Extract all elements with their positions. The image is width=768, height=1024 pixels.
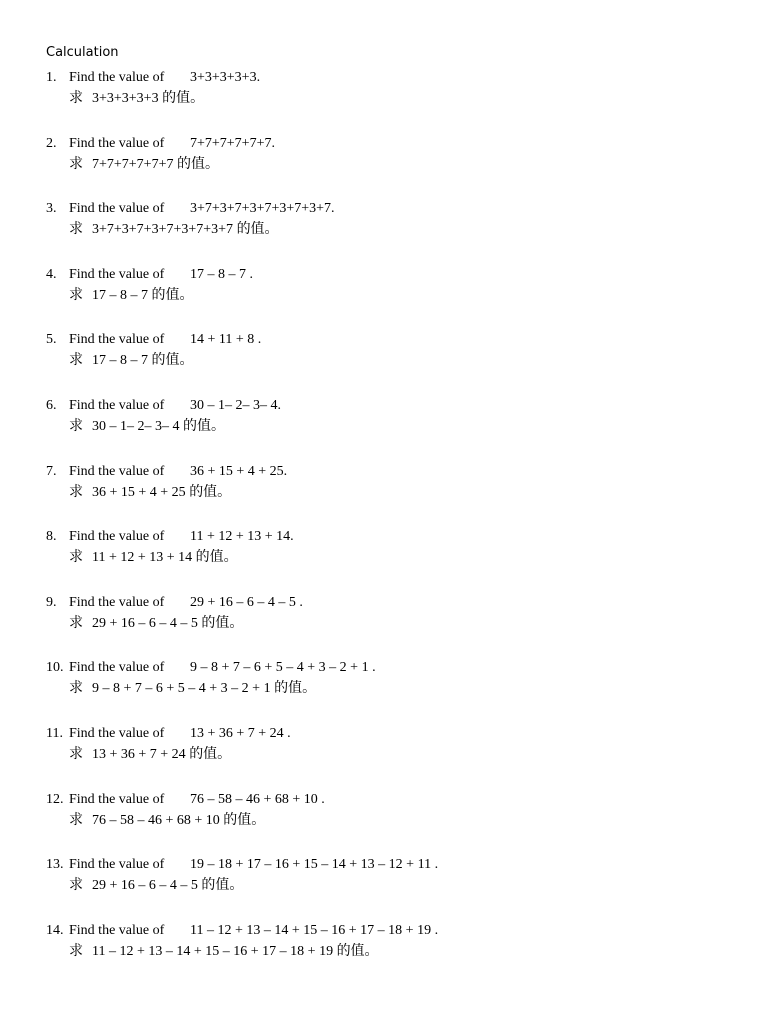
problem-number: 14. — [46, 922, 64, 938]
problem-chinese-suffix: 的值。 — [151, 353, 194, 369]
problem-number: 7. — [46, 463, 57, 479]
problem-expression: 14 + 11 + 8 . — [190, 332, 262, 348]
problem-number: 9. — [46, 594, 57, 610]
problem-chinese-prompt: 求 — [69, 943, 83, 959]
problem-english-line — [46, 198, 438, 219]
problem-chinese-prompt: 求 — [69, 615, 83, 631]
problem-chinese-prompt: 求 — [69, 222, 83, 238]
problem-chinese-line — [46, 744, 438, 765]
problem-chinese-line — [46, 613, 438, 634]
problem-item — [46, 657, 438, 723]
problem-chinese-suffix: 的值。 — [274, 681, 317, 697]
problem-item — [46, 395, 438, 461]
problem-number: 12. — [46, 791, 64, 807]
problem-expression: 11 – 12 + 13 – 14 + 15 – 16 + 17 – 18 + 19 . — [190, 922, 439, 938]
problem-chinese-line — [46, 482, 438, 503]
problem-chinese-suffix: 的值。 — [201, 615, 244, 631]
problem-expression: 7+7+7+7+7+7. — [190, 135, 275, 151]
problem-number: 5. — [46, 332, 57, 348]
problem-list — [46, 67, 438, 985]
problem-item — [46, 461, 438, 527]
problem-item — [46, 198, 438, 264]
problem-prompt: Find the value of — [69, 857, 165, 873]
problem-item — [46, 789, 438, 855]
problem-chinese-prompt: 求 — [69, 550, 83, 566]
problem-chinese-prompt: 求 — [69, 353, 83, 369]
problem-chinese-expression: 3+7+3+7+3+7+3+7+3+7 — [92, 222, 234, 238]
problem-chinese-suffix: 的值。 — [223, 812, 266, 828]
problem-chinese-prompt: 求 — [69, 681, 83, 697]
problem-chinese-line — [46, 678, 438, 699]
problem-expression: 3+7+3+7+3+7+3+7+3+7. — [190, 201, 335, 217]
problem-chinese-line — [46, 350, 438, 371]
problem-prompt: Find the value of — [69, 397, 165, 413]
problem-chinese-suffix: 的值。 — [236, 222, 279, 238]
problem-expression: 76 – 58 – 46 + 68 + 10 . — [190, 791, 325, 807]
problem-chinese-expression: 9 – 8 + 7 – 6 + 5 – 4 + 3 – 2 + 1 — [92, 681, 271, 697]
problem-chinese-suffix: 的值。 — [176, 156, 219, 172]
problem-chinese-suffix: 的值。 — [336, 943, 379, 959]
problem-number: 11. — [46, 725, 63, 741]
problem-chinese-expression: 29 + 16 – 6 – 4 – 5 — [92, 878, 198, 894]
problem-english-line — [46, 67, 438, 88]
problem-chinese-expression: 11 – 12 + 13 – 14 + 15 – 16 + 17 – 18 + 19 — [92, 943, 334, 959]
problem-chinese-prompt: 求 — [69, 418, 83, 434]
problem-item — [46, 133, 438, 199]
problem-chinese-prompt: 求 — [69, 746, 83, 762]
problem-item — [46, 264, 438, 330]
problem-chinese-prompt: 求 — [69, 91, 83, 106]
problem-english-line — [46, 461, 438, 482]
problem-chinese-line — [46, 941, 438, 962]
problem-chinese-prompt: 求 — [69, 156, 83, 172]
problem-english-line — [46, 789, 438, 810]
problem-expression: 36 + 15 + 4 + 25. — [190, 463, 288, 479]
problem-chinese-expression: 13 + 36 + 7 + 24 — [92, 746, 186, 762]
problem-prompt: Find the value of — [69, 922, 165, 938]
problem-english-line — [46, 329, 438, 350]
problem-expression: 17 – 8 – 7 . — [190, 266, 253, 282]
problem-prompt: Find the value of — [69, 463, 165, 479]
problem-chinese-line — [46, 285, 438, 306]
problem-chinese-line — [46, 547, 438, 568]
problem-item — [46, 526, 438, 592]
problem-chinese-expression: 36 + 15 + 4 + 25 — [92, 484, 186, 500]
problem-expression: 3+3+3+3+3. — [190, 70, 261, 85]
problem-chinese-suffix: 的值。 — [183, 418, 225, 434]
problem-prompt: Find the value of — [69, 660, 165, 676]
problem-english-line — [46, 395, 438, 416]
problem-chinese-expression: 3+3+3+3+3 — [92, 91, 159, 106]
problem-expression: 30 – 1– 2– 3– 4. — [190, 397, 281, 413]
problem-prompt: Find the value of — [69, 791, 165, 807]
problem-chinese-suffix: 的值。 — [189, 484, 232, 500]
problem-chinese-expression: 30 – 1– 2– 3– 4 — [92, 418, 180, 434]
problem-chinese-line — [46, 219, 438, 240]
problem-item — [46, 854, 438, 920]
problem-number: 3. — [46, 201, 57, 217]
problem-prompt: Find the value of — [69, 135, 165, 151]
problem-chinese-suffix: 的值。 — [201, 878, 244, 894]
problem-number: 10. — [46, 660, 64, 676]
problem-chinese-suffix: 的值。 — [162, 91, 205, 106]
problem-english-line — [46, 264, 438, 285]
problem-prompt: Find the value of — [69, 725, 165, 741]
problem-prompt: Find the value of — [69, 594, 165, 610]
problem-expression: 19 – 18 + 17 – 16 + 15 – 14 + 13 – 12 + 11 . — [190, 857, 439, 873]
problem-chinese-line — [46, 875, 438, 896]
problem-number: 6. — [46, 397, 57, 413]
problem-expression: 13 + 36 + 7 + 24 . — [190, 725, 291, 741]
problem-chinese-suffix: 的值。 — [195, 550, 238, 566]
problem-chinese-prompt: 求 — [69, 484, 83, 500]
problem-chinese-suffix: 的值。 — [151, 287, 194, 303]
problem-chinese-line — [46, 154, 438, 175]
problem-expression: 11 + 12 + 13 + 14. — [190, 529, 294, 545]
problem-number: 2. — [46, 135, 57, 151]
problem-chinese-prompt: 求 — [69, 287, 83, 303]
problem-chinese-expression: 29 + 16 – 6 – 4 – 5 — [92, 615, 198, 631]
problem-expression: 9 – 8 + 7 – 6 + 5 – 4 + 3 – 2 + 1 . — [190, 660, 376, 676]
problem-chinese-expression: 76 – 58 – 46 + 68 + 10 — [92, 812, 220, 828]
problem-english-line — [46, 133, 438, 154]
problem-chinese-line — [46, 810, 438, 831]
problem-prompt: Find the value of — [69, 529, 165, 545]
problem-chinese-line — [46, 88, 438, 109]
problem-chinese-expression: 17 – 8 – 7 — [92, 287, 148, 303]
page-heading: Calculation — [46, 45, 119, 60]
problem-english-line — [46, 920, 438, 941]
problem-chinese-expression: 11 + 12 + 13 + 14 — [92, 550, 193, 566]
problem-chinese-expression: 7+7+7+7+7+7 — [92, 156, 174, 172]
problem-english-line — [46, 854, 438, 875]
problem-english-line — [46, 526, 438, 547]
problem-number: 4. — [46, 266, 57, 282]
problem-english-line — [46, 657, 438, 678]
problem-chinese-line — [46, 416, 438, 437]
problem-english-line — [46, 592, 438, 613]
problem-prompt: Find the value of — [69, 70, 165, 85]
problem-chinese-prompt: 求 — [69, 878, 83, 894]
problem-prompt: Find the value of — [69, 266, 165, 282]
problem-expression: 29 + 16 – 6 – 4 – 5 . — [190, 594, 303, 610]
problem-english-line — [46, 723, 438, 744]
problem-chinese-suffix: 的值。 — [189, 746, 232, 762]
problem-item — [46, 920, 438, 986]
problem-chinese-expression: 17 – 8 – 7 — [92, 353, 148, 369]
problem-number: 8. — [46, 529, 57, 545]
problem-number: 13. — [46, 857, 64, 873]
problem-prompt: Find the value of — [69, 201, 165, 217]
problem-item — [46, 723, 438, 789]
problem-item — [46, 329, 438, 395]
problem-chinese-prompt: 求 — [69, 812, 83, 828]
problem-item — [46, 592, 438, 658]
problem-item — [46, 67, 438, 133]
problem-number: 1. — [46, 70, 57, 85]
problem-prompt: Find the value of — [69, 332, 165, 348]
